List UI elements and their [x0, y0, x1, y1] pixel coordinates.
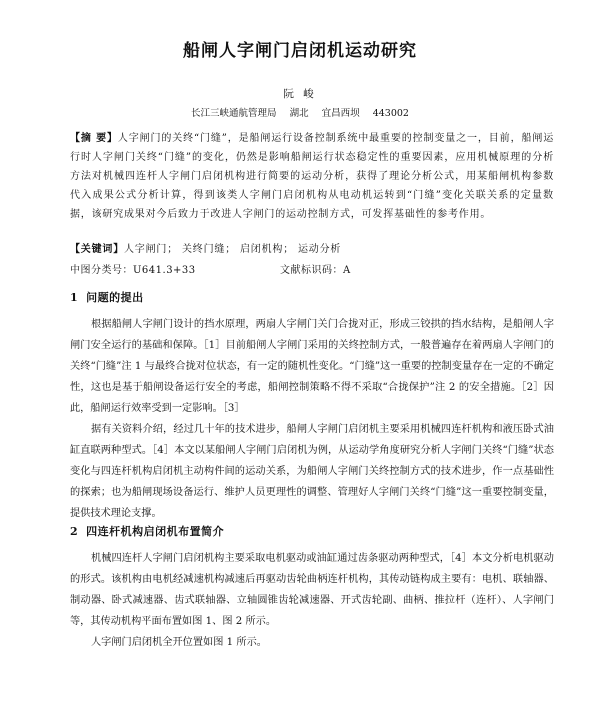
- affiliation-org: 长江三峡通航管理局: [191, 108, 277, 119]
- affiliation-postcode: 443002: [372, 108, 409, 119]
- affiliation-province: 湖北: [289, 108, 309, 119]
- clc-value: U641.3+33: [133, 265, 196, 276]
- abstract-text: 人字闸门的关终“门缝”，是船闸运行设备控制系统中最重要的控制变量之一，目前，船闸运行时人字闸门关终“门缝”的变化，仍然是影响船闸运行状态稳定性的重要因素，应用机械原理的分析方法对机械四连杆人字闸门启闭机构进行简要的运动分析，获得了理论分析公式，用某船闸机构参数代入成果公式分析计算，得到该类人字闸门启闭机构从电动机运转到“门缝”变化关联关系的定量数据，该研究成果对今后致力于改进人字闸门的运动控制方式，可发挥基础性的参考作用。: [70, 133, 554, 220]
- section-heading: [70, 289, 152, 305]
- abstract-label: 【摘 要】: [70, 133, 118, 144]
- section-number: 2: [70, 525, 79, 538]
- section-title: 问题的提出: [86, 291, 144, 304]
- clc-number: [70, 261, 280, 276]
- keywords-label: 【关键词】: [70, 244, 124, 255]
- affiliation-city: 宜昌西坝: [321, 108, 360, 119]
- paragraph: 根据船闸人字闸门设计的挡水原理，两扇人字闸门关门合拢对正，形成三铰拱的挡水结构，是船闸人字闸门安全运行的基础和保障。［1］目前船闸人字闸门采用的关终控制方式，一般普遍存在着两扇人字闸门的关终“门缝”注 1 与最终合拢对位状态，有一定的随机性变化。“门缝”这一重要的控制变量存在一定的不确定性，这也是基于船闸设备运行安全的考虑，船闸控制策略不得不采取“合拢保护”注 2 的安全措施。［2］因此，船闸运行效率受到一定影响。［3］: [70, 319, 554, 414]
- section-number: 1: [70, 291, 79, 304]
- keyword-item: 人字闸门；: [124, 244, 178, 255]
- keyword-item: 关终门缝；: [182, 244, 236, 255]
- abstract: [70, 129, 554, 224]
- section-title: 四连杆机构启闭机布置简介: [86, 525, 225, 538]
- clc-label: 中图分类号：: [70, 265, 133, 276]
- paper-title: 船闸人字闸门启闭机运动研究: [183, 41, 417, 61]
- document-code: [280, 265, 351, 276]
- section-body: [70, 314, 554, 524]
- keyword-item: 启闭机构；: [240, 244, 294, 255]
- author-name: 阮 峻: [283, 88, 317, 100]
- paragraph: 机械四连杆人字闸门启闭机构主要采取电机驱动或油缸通过齿条驱动两种型式，［4］本文分析电机驱动的形式。该机构由电机经减速机构减速后再驱动齿轮曲柄连杆机构，其传动链构成主要有：电机、联轴器、制动器、卧式减速器、齿式联轴器、立轴圆锥齿轮减速器、开式齿轮副、曲柄、推拉杆（连杆）、人字闸门等，其传动机构平面布置如图 1、图 2 所示。: [70, 553, 554, 627]
- paragraph: 据有关资料介绍，经过几十年的技术进步，船闸人字闸门启闭机主要采用机械四连杆机构和液压卧式油缸直联两种型式。［4］本文以某船闸人字闸门启闭机为例，从运动学角度研究分析人字闸门关终“门缝”状态变化与四连杆机构启闭机主动构件间的运动关系，为船闸人字闸门关终控制方式的技术进步，作一点基础性的探索；也为船闸现场设备运行、维护人员更理性的调整、管理好人字闸门关终“门缝”这一重要控制变量，提供技术理论支撑。: [70, 424, 554, 519]
- doc-code-value: A: [343, 265, 351, 276]
- section-heading: [70, 523, 232, 539]
- classification-row: [70, 261, 554, 276]
- keywords: [70, 240, 554, 259]
- doc-code-label: 文献标识码：: [280, 265, 343, 276]
- author-affiliation: [0, 105, 600, 119]
- section-body: [70, 548, 554, 653]
- keyword-item: 运动分析: [298, 244, 342, 255]
- paragraph: 人字闸门启闭机全开位置如图 1 所示。: [91, 637, 267, 648]
